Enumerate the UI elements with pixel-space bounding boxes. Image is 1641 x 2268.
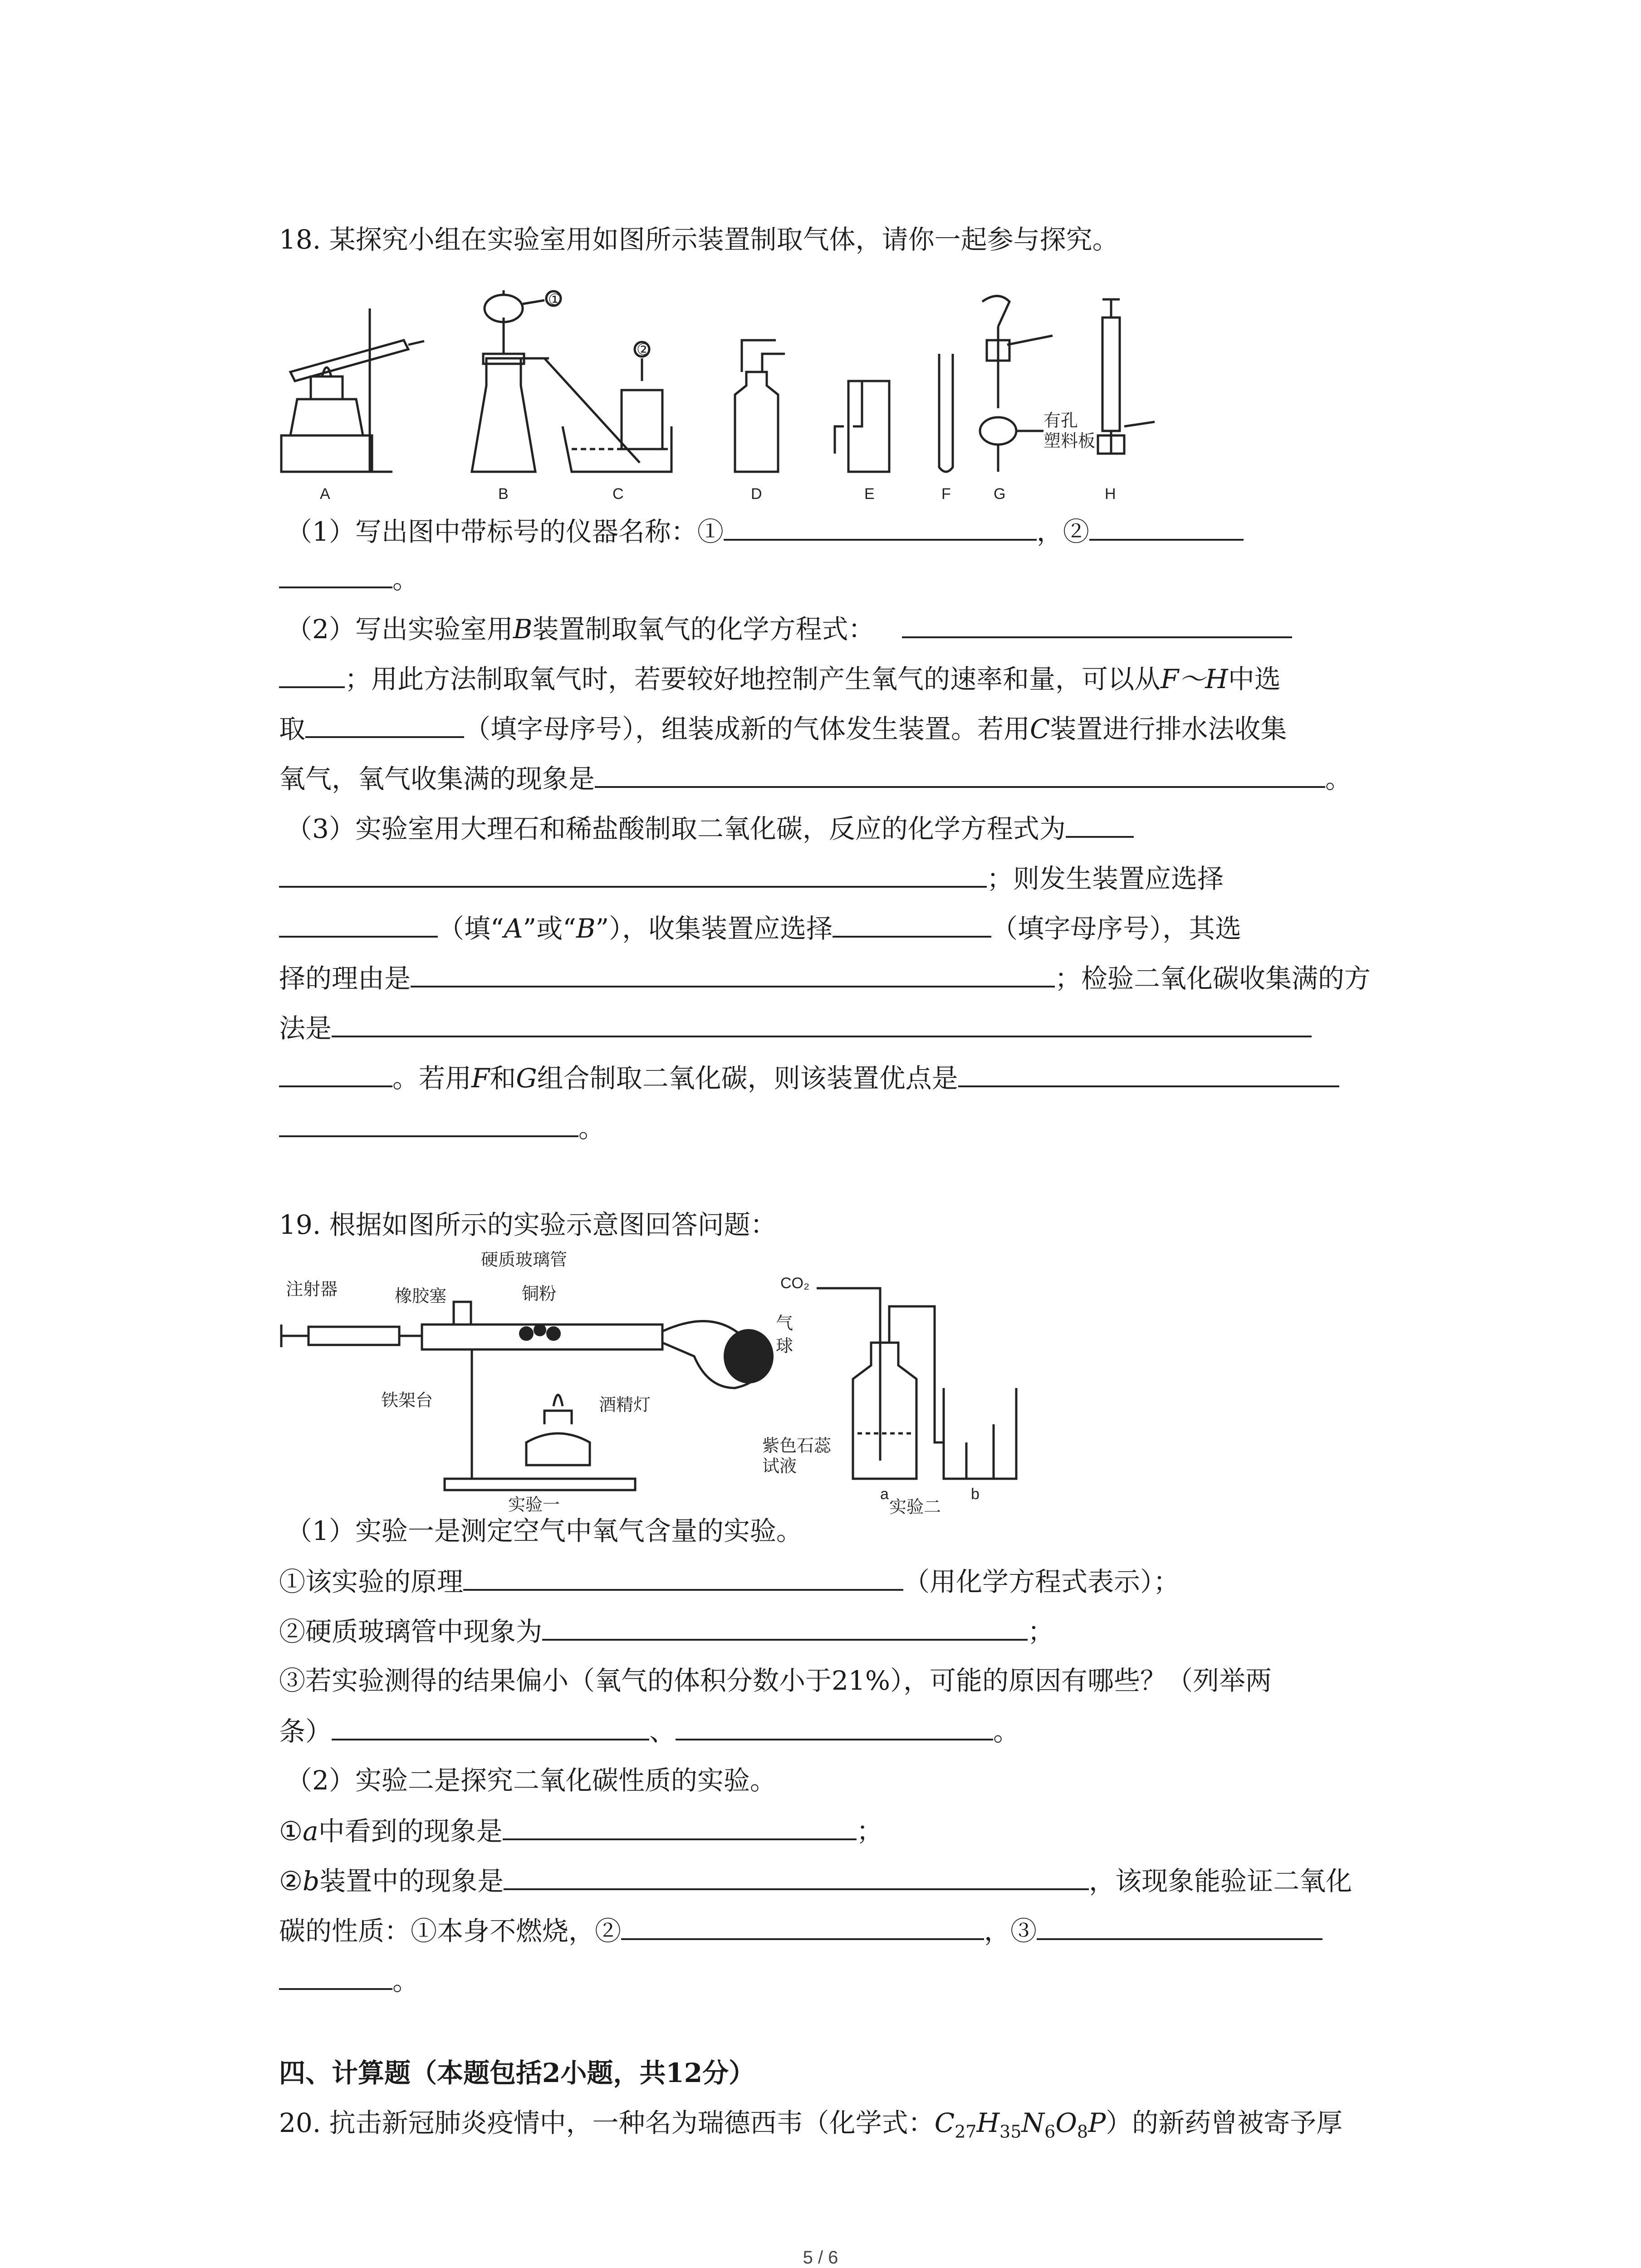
section-heading: 四、计算题（本题包括2小题，共12分） <box>279 2058 755 2088</box>
q19-part2-d: 。 <box>279 1962 419 1999</box>
q18-part2: （2）写出实验室用B装置制取氧气的化学方程式： <box>286 610 1292 647</box>
q18-part1: （1）写出图中带标号的仪器名称：① ，② <box>286 513 1244 550</box>
q18-part3-line7: 。 <box>279 1109 605 1146</box>
label-co2: CO₂ <box>780 1275 810 1292</box>
q20-stem: 20. 抗击新冠肺炎疫情中，一种名为瑞德西韦（化学式：$C_{27}H_{35}N_6O_8P$）的新药曾被寄予厚 <box>279 2107 1343 2142</box>
label-balloon-2: 球 <box>776 1336 794 1356</box>
answer-blank[interactable] <box>279 909 438 938</box>
label-tube: 硬质玻璃管 <box>481 1250 568 1270</box>
answer-blank[interactable] <box>595 760 1325 788</box>
label-litmus-2: 试液 <box>762 1456 797 1476</box>
fig-label-g: G <box>994 485 1006 503</box>
q19-part1-a: ①该实验的原理 （用化学方程式表示）； <box>279 1563 1180 1600</box>
label-a: a <box>880 1486 889 1503</box>
answer-blank[interactable] <box>1089 513 1244 541</box>
q18-part1-cont: 。 <box>279 560 419 597</box>
plate-label-1: 有孔 <box>1043 411 1078 430</box>
q19-stem: 19. 根据如图所示的实验示意图回答问题： <box>279 1209 777 1240</box>
answer-blank[interactable] <box>833 909 991 938</box>
plate-label-2: 塑料板 <box>1043 431 1096 451</box>
answer-blank[interactable] <box>411 959 1055 987</box>
answer-blank[interactable] <box>542 1613 1028 1641</box>
answer-blank[interactable] <box>332 1009 1312 1037</box>
q19-part2: （2）实验二是探究二氧化碳性质的实验。 <box>286 1765 776 1796</box>
q18-part3-line3: （填“A”或“B”），收集装置应选择 （填字母序号），其选 <box>279 909 1241 947</box>
fig-label-f: F <box>941 485 951 503</box>
label-copper: 铜粉 <box>522 1284 557 1304</box>
q19-part2-c: 碳的性质：①本身不燃烧，② ，③ <box>279 1912 1323 1949</box>
answer-blank[interactable] <box>724 513 1037 541</box>
answer-blank[interactable] <box>279 560 392 588</box>
label-balloon-1: 气 <box>776 1313 794 1333</box>
fig-label-a: A <box>320 485 330 503</box>
q19-part2-a: ①a中看到的现象是 ； <box>279 1812 883 1849</box>
q19-part2-b: ②b装置中的现象是 ，该现象能验证二氧化 <box>279 1862 1352 1899</box>
label-exp1: 实验一 <box>508 1495 560 1515</box>
answer-blank[interactable] <box>1066 810 1134 838</box>
answer-blank[interactable] <box>279 1962 392 1990</box>
q18-stem: 18. 某探究小组在实验室用如图所示装置制取气体，请你一起参与探究。 <box>279 224 1119 255</box>
q19-part1-c: ③若实验测得的结果偏小（氧气的体积分数小于21%），可能的原因有哪些？（列举两 <box>279 1665 1272 1696</box>
answer-blank[interactable] <box>305 710 464 738</box>
q18-apparatus-figure <box>272 290 1157 503</box>
answer-blank[interactable] <box>279 660 345 688</box>
q19-part1: （1）实验一是测定空气中氧气含量的实验。 <box>286 1515 803 1546</box>
answer-blank[interactable] <box>1037 1912 1323 1940</box>
label-stand: 铁架台 <box>381 1390 433 1410</box>
q18-part3-line5: 法是 <box>279 1009 1312 1046</box>
fig-label-d: D <box>751 485 762 503</box>
answer-blank[interactable] <box>676 1712 993 1740</box>
page-number: 5 / 6 <box>803 2248 838 2268</box>
q19-part1-b: ②硬质玻璃管中现象为 ； <box>279 1613 1054 1650</box>
answer-blank[interactable] <box>958 1059 1339 1087</box>
answer-blank[interactable] <box>504 1862 1089 1890</box>
q19-experiment-figure <box>272 1250 1089 1517</box>
answer-blank[interactable] <box>332 1712 649 1740</box>
q18-part2-line2: ；用此方法制取氧气时，若要较好地控制产生氧气的速率和量，可以从F～H中选 <box>279 660 1281 697</box>
answer-blank[interactable] <box>463 1563 903 1591</box>
fig-label-c: C <box>612 485 624 503</box>
q18-part2-line3: 取 （填字母序号），组装成新的气体发生装置。若用C装置进行排水法收集 <box>279 710 1287 747</box>
label-litmus-1: 紫色石蕊 <box>762 1436 832 1456</box>
label-syringe: 注射器 <box>286 1279 338 1299</box>
answer-blank[interactable] <box>279 1059 392 1087</box>
q18-part2-line4: 氧气，氧气收集满的现象是 。 <box>279 760 1352 797</box>
label-stopper: 橡胶塞 <box>395 1286 447 1306</box>
answer-blank[interactable] <box>503 1812 857 1840</box>
fig-label-h: H <box>1105 485 1116 503</box>
fig-label-b: B <box>498 485 509 503</box>
answer-blank[interactable] <box>621 1912 984 1940</box>
answer-blank[interactable] <box>279 860 987 888</box>
answer-blank[interactable] <box>279 1109 578 1137</box>
marker-1: ① <box>548 291 562 308</box>
label-lamp: 酒精灯 <box>599 1395 651 1415</box>
q18-part3-line2: ；则发生装置应选择 <box>279 860 1224 897</box>
marker-2: ② <box>637 341 651 358</box>
q18-part3-line4: 择的理由是 ；检验二氧化碳收集满的方 <box>279 959 1371 997</box>
answer-blank[interactable] <box>902 610 1292 638</box>
label-exp2: 实验二 <box>889 1497 941 1517</box>
q18-part3: （3）实验室用大理石和稀盐酸制取二氧化碳，反应的化学方程式为 <box>286 810 1134 847</box>
q19-part1-d: 条） 、 。 <box>279 1712 1019 1750</box>
fig-label-e: E <box>864 485 875 503</box>
q18-part3-line6: 。若用F和G组合制取二氧化碳，则该装置优点是 <box>279 1059 1339 1096</box>
label-b: b <box>971 1486 980 1503</box>
